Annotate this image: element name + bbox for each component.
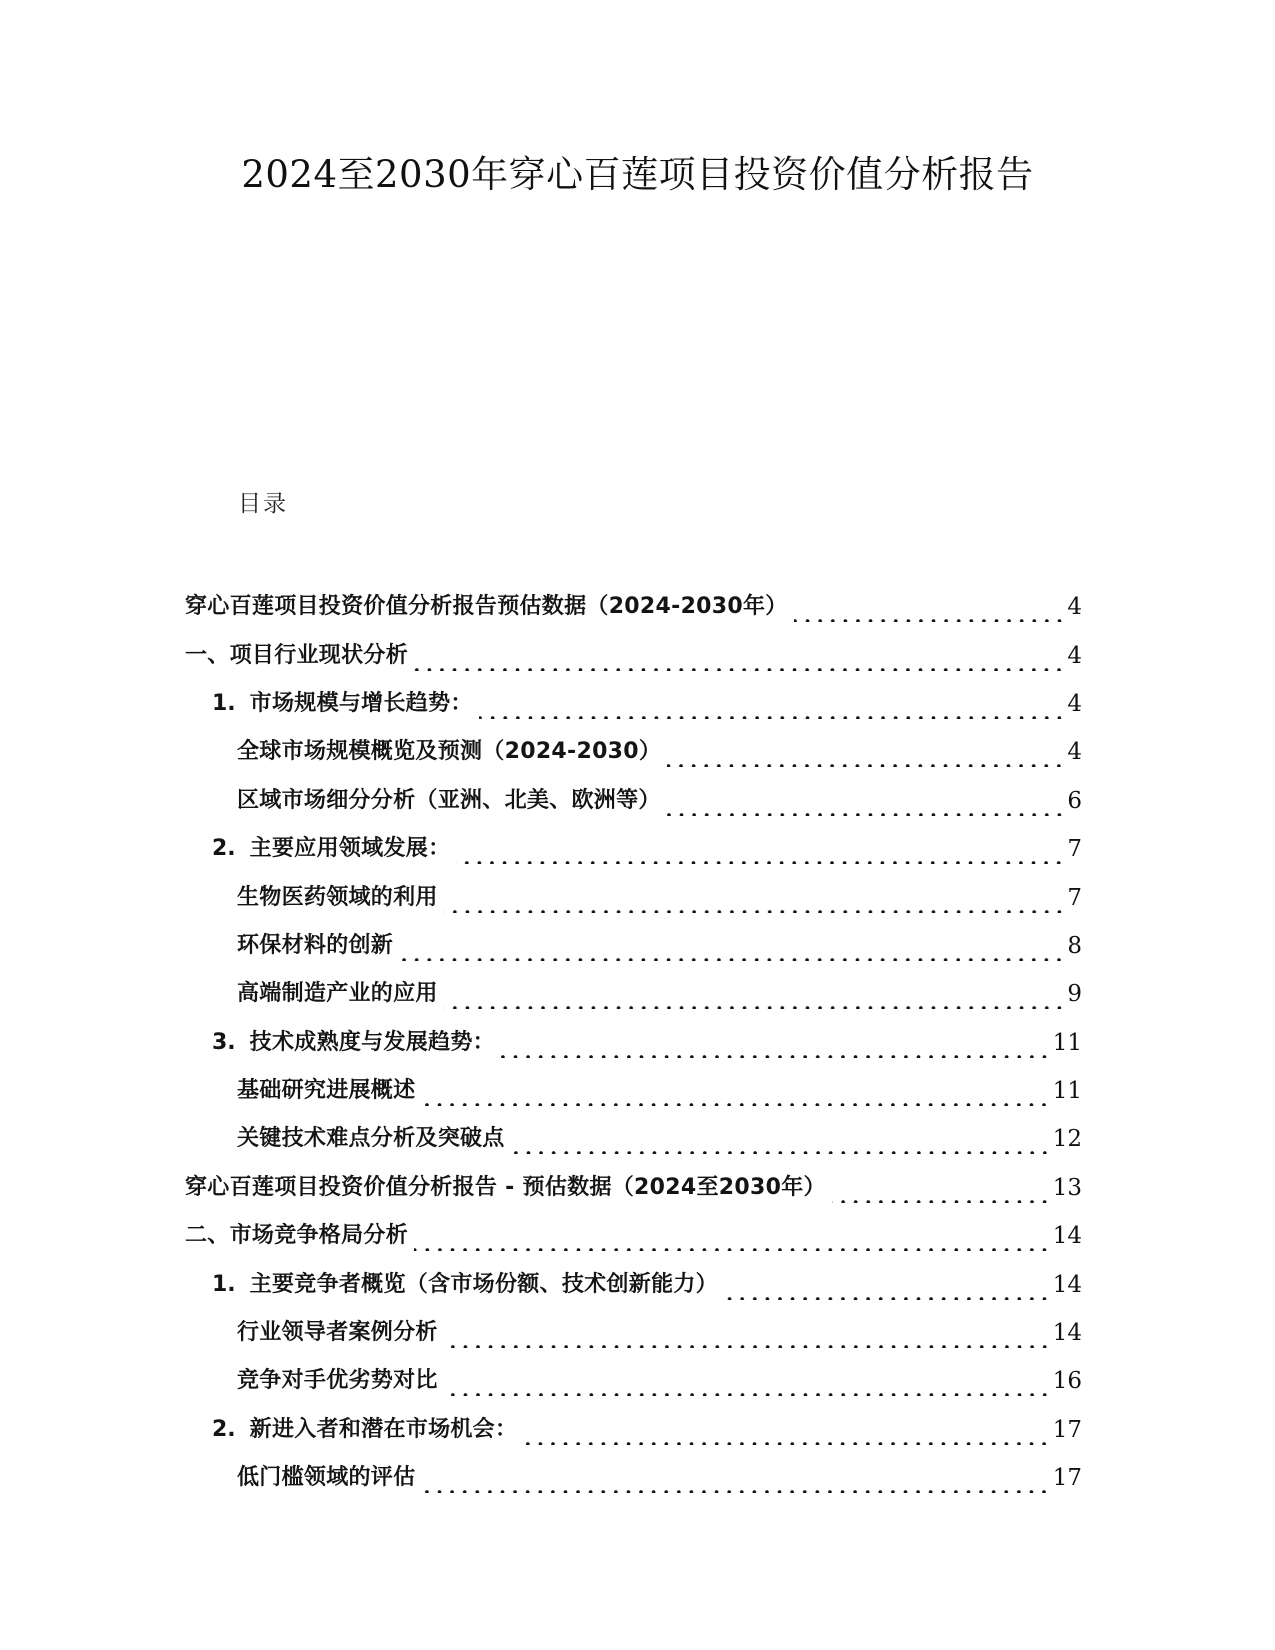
toc-entry-label: 穿心百莲项目投资价值分析报告 - 预估数据（2024至2030年） bbox=[185, 1174, 826, 1200]
toc-entry-label: 低门槛领域的评估 bbox=[237, 1465, 416, 1491]
toc-entry[interactable] bbox=[185, 1019, 1082, 1067]
toc-entry[interactable] bbox=[185, 1454, 1082, 1502]
toc-entry-label: 二、市场竞争格局分析 bbox=[185, 1223, 409, 1249]
toc-entry-page: 4 bbox=[1067, 690, 1082, 717]
toc-entry[interactable] bbox=[185, 825, 1082, 873]
toc-entry-label: 新进入者和潜在市场机会： bbox=[249, 1416, 518, 1442]
dot-leader bbox=[667, 786, 1066, 816]
document-title: 2024至2030年穿心百莲项目投资价值分析报告 bbox=[241, 153, 1034, 196]
toc-entry-page: 14 bbox=[1052, 1320, 1082, 1347]
dot-leader bbox=[832, 1173, 1051, 1203]
dot-leader bbox=[444, 1366, 1051, 1396]
toc-entry-number: 1. bbox=[212, 690, 236, 716]
toc-entry-label: 主要应用领域发展： bbox=[249, 836, 451, 862]
toc-entry-page: 16 bbox=[1052, 1368, 1082, 1395]
toc-heading: 目录 bbox=[238, 491, 288, 517]
toc-entry[interactable] bbox=[185, 680, 1082, 728]
toc-entry[interactable] bbox=[185, 1309, 1082, 1357]
dot-leader bbox=[511, 1124, 1051, 1154]
dot-leader bbox=[421, 1463, 1050, 1493]
dot-leader bbox=[421, 1076, 1050, 1106]
toc-entry-page: 11 bbox=[1052, 1078, 1082, 1105]
toc-entry-label: 市场规模与增长趋势： bbox=[249, 690, 473, 716]
dot-leader bbox=[501, 1028, 1051, 1058]
dot-leader bbox=[724, 1270, 1051, 1300]
toc-entry-number: 3. bbox=[212, 1029, 236, 1055]
dot-leader bbox=[444, 979, 1066, 1009]
toc-entry-label: 竞争对手优劣势对比 bbox=[237, 1368, 438, 1394]
toc-entry-page: 4 bbox=[1067, 594, 1082, 621]
table-of-contents bbox=[185, 583, 1082, 1502]
toc-entry[interactable] bbox=[185, 873, 1082, 921]
dot-leader bbox=[479, 689, 1066, 719]
dot-leader bbox=[399, 931, 1065, 961]
toc-entry-label: 关键技术难点分析及突破点 bbox=[237, 1126, 505, 1152]
dot-leader bbox=[414, 641, 1065, 671]
toc-entry-label: 技术成熟度与发展趋势： bbox=[249, 1029, 495, 1055]
dot-leader bbox=[444, 1318, 1051, 1348]
toc-entry[interactable] bbox=[185, 922, 1082, 970]
toc-entry[interactable] bbox=[185, 970, 1082, 1018]
toc-entry[interactable] bbox=[185, 1067, 1082, 1115]
toc-entry-label: 主要竞争者概览（含市场份额、技术创新能力） bbox=[249, 1271, 718, 1297]
toc-entry-page: 8 bbox=[1067, 932, 1082, 959]
toc-entry-page: 12 bbox=[1052, 1126, 1082, 1153]
toc-entry-number: 2. bbox=[212, 1416, 236, 1442]
toc-entry-label: 区域市场细分分析（亚洲、北美、欧洲等） bbox=[237, 787, 661, 813]
toc-entry-page: 11 bbox=[1052, 1029, 1082, 1056]
toc-entry-label: 全球市场规模概览及预测（2024-2030） bbox=[237, 739, 662, 765]
toc-entry[interactable] bbox=[185, 1357, 1082, 1405]
dot-leader bbox=[667, 737, 1065, 767]
toc-entry-page: 9 bbox=[1067, 981, 1082, 1008]
toc-entry-number: 1. bbox=[212, 1271, 236, 1297]
toc-entry[interactable] bbox=[185, 1115, 1082, 1163]
toc-entry-page: 13 bbox=[1052, 1174, 1082, 1201]
toc-entry-page: 14 bbox=[1052, 1271, 1082, 1298]
toc-entry-page: 7 bbox=[1067, 884, 1082, 911]
toc-entry[interactable] bbox=[185, 1212, 1082, 1260]
dot-leader bbox=[456, 834, 1065, 864]
dot-leader bbox=[523, 1415, 1050, 1445]
toc-entry-page: 6 bbox=[1067, 787, 1082, 814]
toc-entry-label: 高端制造产业的应用 bbox=[237, 981, 438, 1007]
dot-leader bbox=[444, 883, 1066, 913]
toc-entry[interactable] bbox=[185, 1164, 1082, 1212]
toc-entry-label: 行业领导者案例分析 bbox=[237, 1320, 438, 1346]
toc-entry[interactable] bbox=[185, 583, 1082, 631]
toc-entry-page: 17 bbox=[1052, 1465, 1082, 1492]
toc-entry-label: 一、项目行业现状分析 bbox=[185, 642, 409, 668]
toc-entry-page: 17 bbox=[1052, 1416, 1082, 1443]
toc-entry[interactable] bbox=[185, 1260, 1082, 1308]
toc-entry-label: 穿心百莲项目投资价值分析报告预估数据（2024-2030年） bbox=[185, 594, 788, 620]
toc-entry-label: 生物医药领域的利用 bbox=[237, 884, 438, 910]
dot-leader bbox=[414, 1221, 1051, 1251]
toc-entry[interactable] bbox=[185, 1406, 1082, 1454]
toc-entry[interactable] bbox=[185, 728, 1082, 776]
toc-entry-page: 14 bbox=[1052, 1223, 1082, 1250]
toc-entry[interactable] bbox=[185, 777, 1082, 825]
toc-entry-page: 7 bbox=[1067, 836, 1082, 863]
toc-entry-label: 基础研究进展概述 bbox=[237, 1078, 416, 1104]
toc-entry-page: 4 bbox=[1067, 642, 1082, 669]
toc-entry[interactable] bbox=[185, 631, 1082, 679]
toc-entry-label: 环保材料的创新 bbox=[237, 932, 394, 958]
dot-leader bbox=[794, 592, 1066, 622]
toc-entry-number: 2. bbox=[212, 836, 236, 862]
toc-entry-page: 4 bbox=[1067, 739, 1082, 766]
